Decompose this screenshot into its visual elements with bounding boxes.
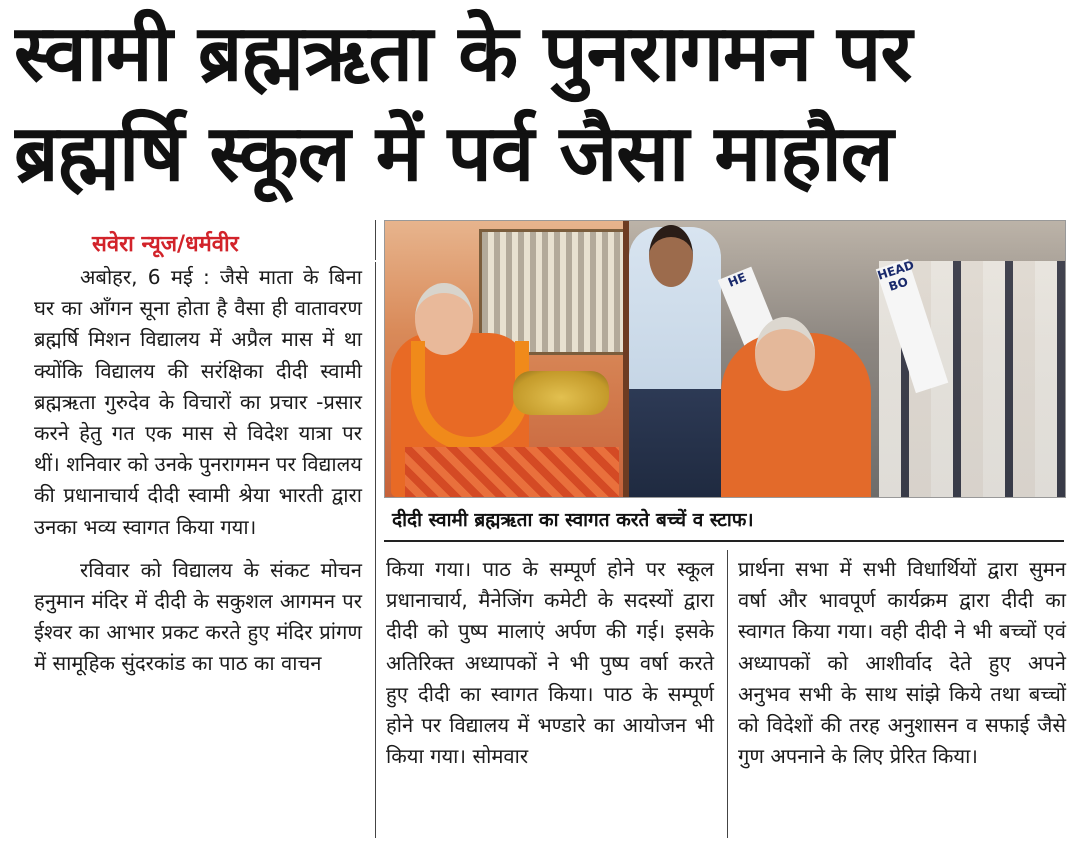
sadhvi-head <box>755 317 815 391</box>
byline: सवेरा न्यूज/धर्मवीर <box>92 232 239 257</box>
student-sash: HE <box>718 267 796 392</box>
column-rule <box>375 262 376 838</box>
headline-line-2: ब्रह्मर्षि स्कूल में पर्व जैसा माहौल <box>14 109 893 199</box>
head-boy-sash: HEAD BO <box>876 259 949 393</box>
article-column-2 <box>386 554 714 772</box>
article-column-3 <box>738 554 1066 772</box>
fruit-offering <box>513 371 609 415</box>
seat-mat <box>405 447 619 497</box>
student-head <box>649 225 693 287</box>
column-rule <box>375 220 376 260</box>
column-rule <box>727 550 728 838</box>
headline <box>14 4 1070 204</box>
photo-panel-right <box>629 221 1065 497</box>
paragraph: किया गया। पाठ के सम्पूर्ण होने पर स्कूल प्रधानाचार्य, मैनेजिंग कमेटी के सदस्यों द्वारा दीदी को पुष्प मालाएं अर्पण की गई। इसके अतिरिक्त अध्यापकों ने भी पुष्प वर्षा करते हुए दीदी का स्वागत किया। पाठ के सम्पूर्ण होने पर विद्यालय में भण्डारे का आयोजन भी किया गया। सोमवार <box>386 557 714 769</box>
paragraph: रविवार को विद्यालय के संकट मोचन हनुमान मंदिर में दीदी के सकुशल आगमन पर ईश्वर का आभार प्रकट करते हुए मंदिर प्रांगण में सामूहिक सुंदरकांड का पाठ का वाचन <box>34 557 362 676</box>
article-column-1 <box>34 262 362 680</box>
headline-line-1: स्वामी ब्रह्मऋता के पुनरागमन पर <box>14 9 912 99</box>
paragraph: प्रार्थना सभा में सभी विधार्थियों द्वारा सुमन वर्षा और भावपूर्ण कार्यक्रम द्वारा दीदी का स्वागत किया गया। वही दीदी ने भी बच्चों एवं अध्यापकों को आशीर्वाद देते हुए अपने अनुभव सभी के साथ सांझे किये तथा बच्चों को विदेशों की तरह अनुशासन व सफाई जैसे गुण अपनाने के लिए प्रेरित किया। <box>738 557 1066 769</box>
paragraph: अबोहर, 6 मई : जैसे माता के बिना घर का आँगन सूना होता है वैसा ही वातावरण ब्रह्मर्षि मिशन विद्यालय में अप्रैल मास में था क्योंकि विद्यालय की सरंक्षिका दीदी स्वामी ब्रह्मऋता गुरुदेव के विचारों का प्रचार -प्रसार करने हेतु गत एक मास से विदेश यात्रा पर थीं। शनिवार को उनके पुनरागमन पर विद्यालय की प्रधानाचार्य दीदी स्वामी श्रेया भारती द्वारा उनका भव्य स्वागत किया गया। <box>34 265 362 539</box>
photo-panel-left <box>385 221 623 497</box>
photo-caption: दीदी स्वामी ब्रह्मऋता का स्वागत करते बच्चें व स्टाफ। <box>384 498 1064 542</box>
news-photo <box>384 220 1066 498</box>
